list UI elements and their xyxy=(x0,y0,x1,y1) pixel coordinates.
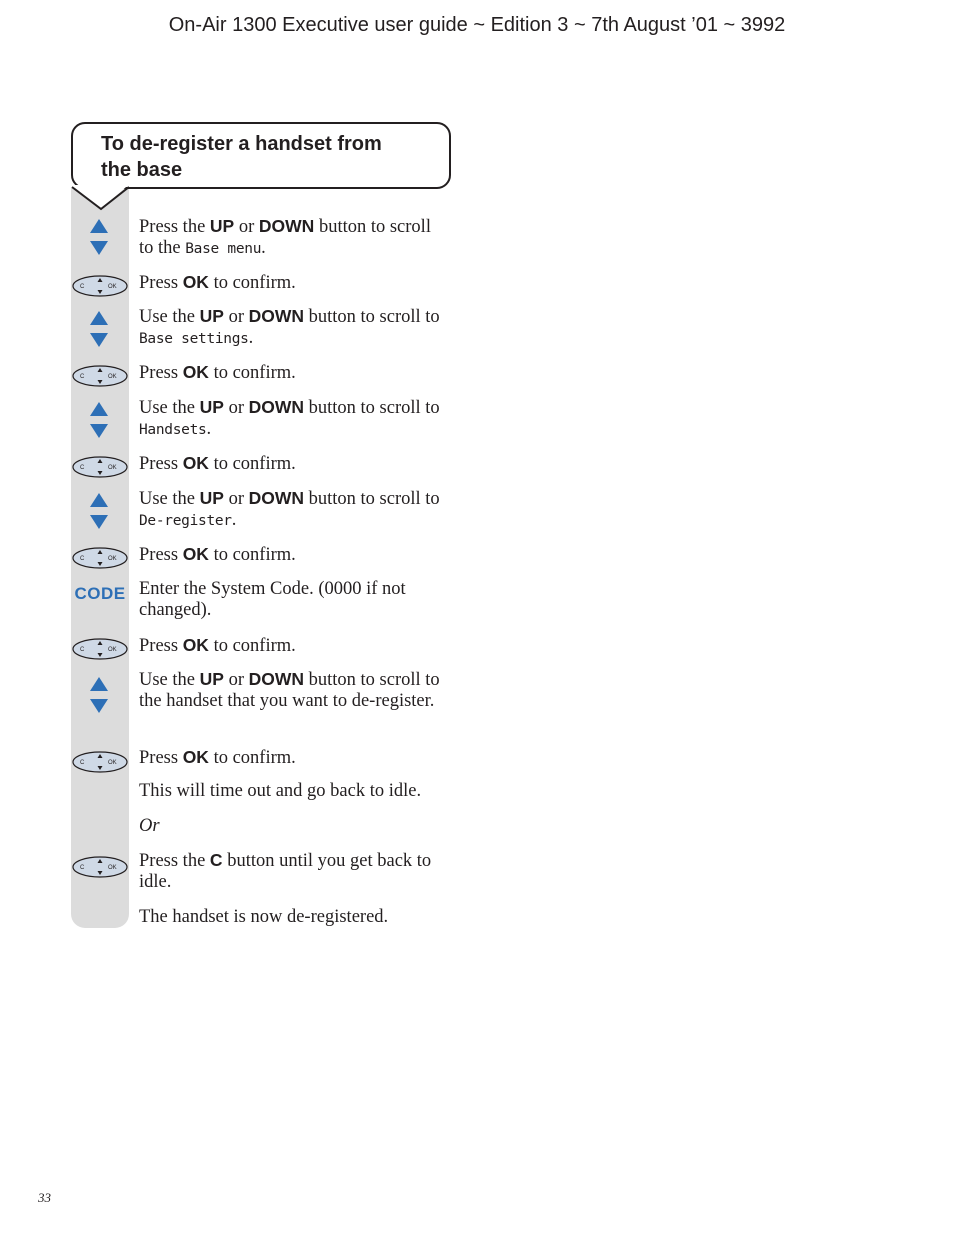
page-header: On-Air 1300 Executive user guide ~ Edition 3 ~ 7th August ’01 ~ 3992 xyxy=(168,14,786,36)
step-text: Press OK to confirm. xyxy=(139,635,296,656)
nav-key-icon xyxy=(71,854,129,885)
svg-text:C: C xyxy=(80,374,85,380)
svg-text:C: C xyxy=(80,865,85,871)
code-icon: CODE xyxy=(74,584,126,603)
svg-text:OK: OK xyxy=(108,556,117,562)
svg-text:C: C xyxy=(80,284,85,290)
nav-key-icon xyxy=(71,749,129,780)
section-callout xyxy=(71,122,451,189)
lcd-menu-text: Base settings xyxy=(139,331,249,347)
svg-text:OK: OK xyxy=(108,865,117,871)
svg-text:C: C xyxy=(80,556,85,562)
svg-text:C: C xyxy=(80,647,85,653)
up-down-arrows-icon xyxy=(71,677,129,720)
nav-key-icon xyxy=(71,363,129,394)
svg-text:C: C xyxy=(80,760,85,766)
lcd-menu-text: Handsets xyxy=(139,422,207,438)
step-text: Press OK to confirm. xyxy=(139,544,296,565)
svg-text:C: C xyxy=(80,465,85,471)
callout-tail xyxy=(71,185,131,215)
up-down-arrows-icon xyxy=(71,402,129,445)
nav-key-icon xyxy=(71,545,129,576)
step-text: Use the UP or DOWN button to scroll to Base settings. xyxy=(139,306,440,348)
up-down-arrows-icon xyxy=(71,219,129,262)
nav-key-icon xyxy=(71,273,129,304)
svg-text:OK: OK xyxy=(108,465,117,471)
svg-text:OK: OK xyxy=(108,760,117,766)
nav-key-icon xyxy=(71,636,129,667)
step-text-or: Or xyxy=(139,816,160,836)
step-text: Press OK to confirm. xyxy=(139,747,296,768)
up-down-arrows-icon xyxy=(71,493,129,536)
step-text: Use the UP or DOWN button to scroll to Handsets. xyxy=(139,397,440,439)
section-title: To de-register a handset from the base xyxy=(101,133,382,181)
step-text: The handset is now de-registered. xyxy=(139,907,389,927)
step-text: Use the UP or DOWN button to scroll to De-register. xyxy=(139,488,440,530)
step-text: This will time out and go back to idle. xyxy=(139,781,422,801)
svg-text:OK: OK xyxy=(108,374,117,380)
svg-text:OK: OK xyxy=(108,284,117,290)
step-text: Press OK to confirm. xyxy=(139,453,296,474)
svg-text:OK: OK xyxy=(108,647,117,653)
step-text: Press the C button until you get back to idle. xyxy=(139,850,432,892)
step-text: Press OK to confirm. xyxy=(139,272,296,293)
step-text: Use the UP or DOWN button to scroll to the handset that you want to de-register. xyxy=(139,669,440,711)
page-number: 33 xyxy=(38,1190,51,1205)
step-text: Press OK to confirm. xyxy=(139,362,296,383)
lcd-menu-text: Base menu xyxy=(185,241,262,257)
lcd-menu-text: De-register xyxy=(139,513,232,529)
nav-key-icon xyxy=(71,454,129,485)
step-text: Enter the System Code. (0000 if not changed). xyxy=(139,579,406,620)
up-down-arrows-icon xyxy=(71,311,129,354)
step-text: Press the UP or DOWN button to scroll to the Base menu. xyxy=(139,216,431,258)
